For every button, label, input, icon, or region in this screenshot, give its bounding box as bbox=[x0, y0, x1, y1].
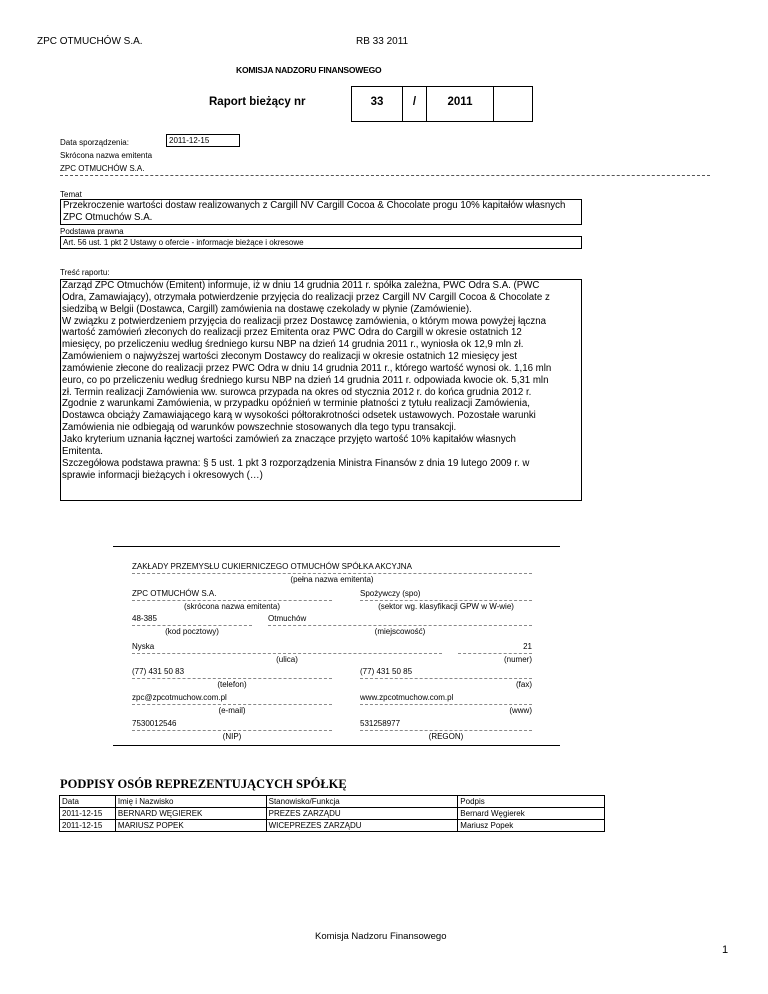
content-line: sprawie informacji bieżących i okresowych (…) bbox=[62, 469, 263, 481]
subject-label: Temat bbox=[60, 190, 82, 199]
table-cell: PREZES ZARZĄDU bbox=[266, 808, 458, 820]
street-caption: (ulica) bbox=[276, 655, 298, 664]
field-line bbox=[132, 600, 332, 601]
www: www.zpcotmuchow.com.pl bbox=[360, 693, 454, 702]
content-line: Szczegółowa podstawa prawna: § 5 ust. 1 pkt 3 rozporządzenia Ministra Finansów z dnia 19 lutego 2009 r. w bbox=[62, 457, 530, 469]
company-sector: Spożywczy (spo) bbox=[360, 589, 421, 598]
street-number: 21 bbox=[523, 642, 532, 651]
column-header: Podpis bbox=[458, 796, 605, 808]
postal-code: 48-385 bbox=[132, 614, 157, 623]
divider bbox=[60, 175, 710, 176]
report-number: 33 bbox=[370, 96, 384, 108]
content-line: Jako kryterium uznania łącznej wartości zamówień za znaczące przyjęto wartość 10% kapitałów własnych bbox=[62, 433, 516, 445]
content-line: W związku z potwierdzeniem przyjęcia do realizacji przez Dostawcę zamówienia, o którym mowa powyżej łączna bbox=[62, 315, 547, 327]
table-cell: Bernard Węgierek bbox=[458, 808, 605, 820]
full-name-caption: (pełna nazwa emitenta) bbox=[290, 575, 374, 584]
postal-code-caption: (kod pocztowy) bbox=[165, 627, 219, 636]
content-label: Treść raportu: bbox=[60, 268, 110, 277]
report-label: Raport bieżący nr bbox=[209, 96, 306, 108]
nip: 7530012546 bbox=[132, 719, 177, 728]
field-line bbox=[132, 573, 532, 574]
phone-caption: (telefon) bbox=[217, 680, 247, 689]
content-line: zł. Termin realizacji Zamówienia ww. surowca przypada na okres od stycznia 2012 r. do końca grudnia 2012 r. bbox=[62, 386, 532, 398]
short-name-caption: (skrócona nazwa emitenta) bbox=[183, 602, 281, 611]
street: Nyska bbox=[132, 642, 155, 651]
content-line: miesięcy, po przeliczeniu według średniego kursu NBP na dzień 14 grudnia 2011 r., wyniosła ok 12,9 mln zł. bbox=[62, 339, 524, 351]
table-cell: 2011-12-15 bbox=[60, 808, 116, 820]
content-line: zamówienie złecone do realizacji przez PWC Odra w dniu 14 grudnia 2011 r., którego wartość wynosi ok. 1,16 mln bbox=[62, 362, 552, 374]
table-cell: BERNARD WĘGIEREK bbox=[115, 808, 266, 820]
column-header: Imię i Nazwisko bbox=[115, 796, 266, 808]
sector-caption: (sektor wg. klasyfikacji GPW w W-wie) bbox=[378, 602, 514, 611]
email: zpc@zpcotmuchow.com.pl bbox=[132, 693, 227, 702]
content-line: Zarząd ZPC Otmuchów (Emitent) informuje, iż w dniu 14 grudnia 2011 r. spółka zależna, PWC Odra S.A. (PWC bbox=[62, 280, 540, 291]
number-caption: (numer) bbox=[503, 655, 532, 664]
subject-value: Przekroczenie wartości dostaw realizowanych z Cargill NV Cargill Cocoa & Chocolate progu 10% kapitałów własnych ZPC Otmuchów S.A. bbox=[60, 199, 582, 225]
content-line: siedzibą w Belgii (Dostawca, Cargill) zamówienia na dostawę czekolady w płynie (Zamówienie). bbox=[62, 303, 472, 315]
field-line bbox=[132, 730, 332, 731]
short-name-label: Skrócona nazwa emitenta bbox=[60, 151, 153, 160]
content-line: Zgodnie z warunkami Zamówienia, w przypadku opóźnień w terminie płatności z tytułu realizacji Zamówienia, bbox=[62, 398, 530, 410]
table-header-row bbox=[60, 796, 605, 808]
header-company: ZPC OTMUCHÓW S.A. bbox=[37, 36, 143, 47]
table-cell: Mariusz Popek bbox=[458, 820, 605, 832]
short-name-value: ZPC OTMUCHÓW S.A. bbox=[60, 164, 145, 173]
company-info-block bbox=[113, 546, 560, 746]
report-content bbox=[60, 279, 582, 501]
regon-caption: (REGON) bbox=[428, 732, 464, 741]
report-number-box bbox=[351, 86, 533, 122]
company-full-name: ZAKŁADY PRZEMYSŁU CUKIERNICZEGO OTMUCHÓW SPÓŁKA AKCYJNA bbox=[132, 562, 412, 571]
table-row bbox=[60, 808, 605, 820]
fax: (77) 431 50 85 bbox=[360, 667, 413, 676]
authority-title: KOMISJA NADZORU FINANSOWEGO bbox=[236, 65, 382, 75]
table-cell: WICEPREZES ZARZĄDU bbox=[266, 820, 458, 832]
date-value: 2011-12-15 bbox=[166, 134, 240, 147]
column-header: Data bbox=[60, 796, 116, 808]
fax-caption: (fax) bbox=[516, 680, 532, 689]
page-number: 1 bbox=[722, 944, 729, 956]
legal-basis-label: Podstawa prawna bbox=[60, 227, 124, 236]
city-caption: (miejscowość) bbox=[374, 627, 426, 636]
field-line bbox=[132, 678, 332, 679]
field-line bbox=[360, 730, 532, 731]
www-caption: (www) bbox=[509, 706, 532, 715]
content-line: Dostawca obciąży Zamawiającego karą w wysokości półtorakrotności odsetek ustawowych. Pozostałe warunki bbox=[62, 410, 536, 422]
table-cell: 2011-12-15 bbox=[60, 820, 116, 832]
field-line bbox=[132, 625, 252, 626]
table-cell: MARIUSZ POPEK bbox=[115, 820, 266, 832]
legal-basis-value: Art. 56 ust. 1 pkt 2 Ustawy o ofercie - informacje bieżące i okresowe bbox=[60, 236, 582, 249]
signatures-table bbox=[59, 795, 605, 832]
field-line bbox=[458, 653, 532, 654]
report-year: 2011 bbox=[447, 96, 473, 108]
content-line: Emitenta. bbox=[62, 445, 103, 457]
company-short-name: ZPC OTMUCHÓW S.A. bbox=[132, 589, 217, 598]
field-line bbox=[132, 704, 332, 705]
table-row bbox=[60, 820, 605, 832]
regon: 531258977 bbox=[360, 719, 401, 728]
field-line bbox=[360, 678, 532, 679]
field-line bbox=[268, 625, 532, 626]
report-code: RB 33 2011 bbox=[356, 36, 409, 47]
email-caption: (e-mail) bbox=[218, 706, 246, 715]
field-line bbox=[360, 600, 532, 601]
content-line: Zamówienia nie odbiegają od warunków powszechnie stosowanych dla tego typu transakcji. bbox=[62, 422, 457, 434]
city: Otmuchów bbox=[268, 614, 307, 623]
field-line bbox=[360, 704, 532, 705]
content-line: wartość zamówień złeconych do realizacji przez Emitenta oraz PWC Odra do Cargill w okresie ostatnich 12 bbox=[62, 327, 522, 339]
field-line bbox=[132, 653, 442, 654]
nip-caption: (NIP) bbox=[222, 732, 242, 741]
content-line: Odra, Zamawiający), otrzymała potwierdzenie przyjęcia do realizacji przez Cargill NV Cargill Cocoa & Chocolate z bbox=[62, 291, 550, 303]
report-separator: / bbox=[412, 96, 417, 108]
date-label: Data sporządzenia: bbox=[60, 138, 129, 147]
content-line: euro, co po przeliczeniu według średniego kursu NBP na dzień 14 grudnia 2011 r. odpowiada kwocie ok. 5,31 mln bbox=[62, 374, 549, 386]
footer-authority: Komisja Nadzoru Finansowego bbox=[315, 931, 447, 942]
column-header: Stanowisko/Funkcja bbox=[266, 796, 458, 808]
phone: (77) 431 50 83 bbox=[132, 667, 185, 676]
content-line: Zamówieniem o najwyższej wartości złeconym Dostawcy do realizacji w okresie ostatnich 12 miesięcy jest bbox=[62, 351, 517, 363]
signatures-title: PODPISY OSÓB REPREZENTUJĄCYCH SPÓŁKĘ bbox=[60, 777, 347, 791]
